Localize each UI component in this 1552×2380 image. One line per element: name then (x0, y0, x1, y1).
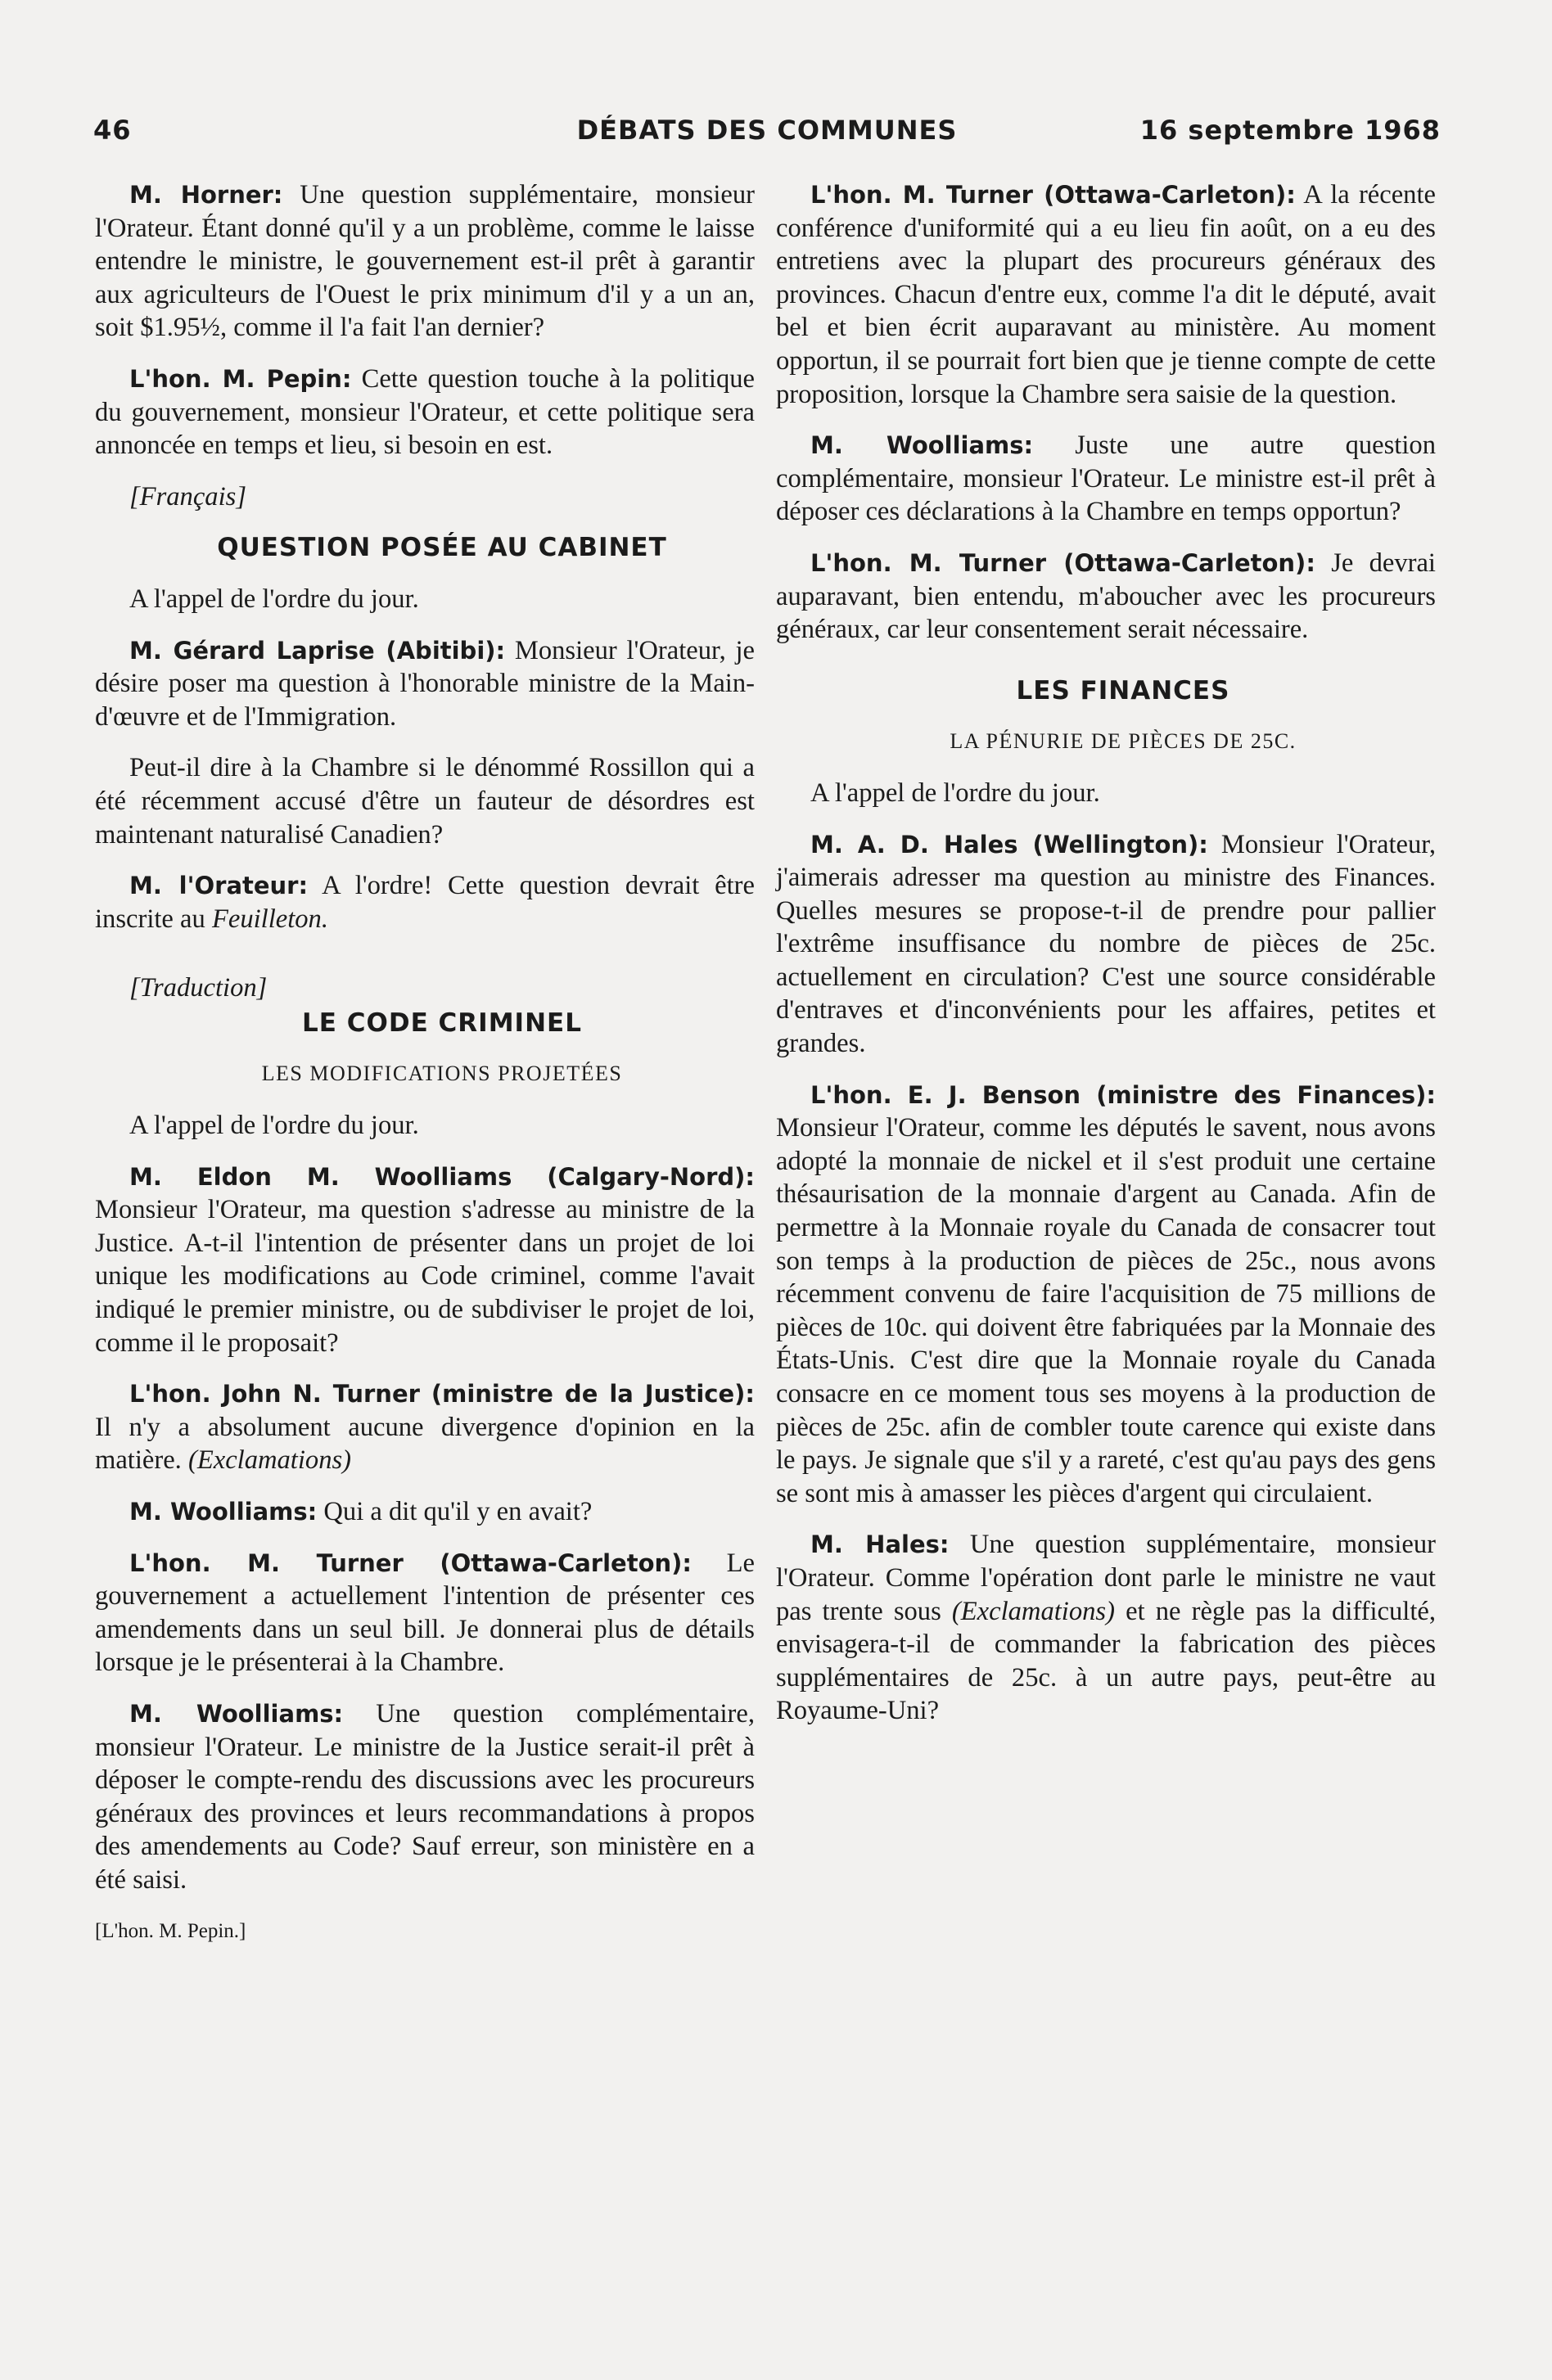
speaker: M. Horner: (129, 181, 283, 209)
speaker: L'hon. M. Pepin: (129, 364, 352, 393)
paragraph-text: Le gouvernement a actuellement l'intention de présenter ces amendements dans un seul bill. Je donnerai plus de détails lorsque je le présenterai à la Chambre. (95, 1548, 755, 1678)
paragraph (95, 1697, 755, 1897)
paragraph (776, 1079, 1436, 1511)
paragraph (776, 429, 1436, 529)
page-number: 46 (93, 115, 132, 146)
section-heading: QUESTION POSÉE AU CABINET (217, 533, 667, 563)
paragraph (95, 178, 755, 345)
speaker: L'hon. M. Turner (Ottawa-Carleton): (810, 548, 1315, 577)
speaker: M. Woolliams: (129, 1498, 318, 1526)
paragraph (776, 547, 1436, 647)
paragraph (95, 634, 755, 734)
order-of-day: A l'appel de l'ordre du jour. (129, 584, 419, 614)
speaker: M. Woolliams: (810, 431, 1034, 460)
paragraph-text: Je devrai auparavant, bien entendu, m'aboucher avec les procureurs généraux, car leur consentement serait nécessaire. (776, 548, 1436, 645)
speaker: L'hon. E. J. Benson (ministre des Finances): (810, 1080, 1436, 1109)
speaker: M. l'Orateur: (129, 872, 309, 900)
speaker: L'hon. M. Turner (Ottawa-Carleton): (129, 1548, 692, 1577)
paragraph (95, 1547, 755, 1679)
order-of-day: A l'appel de l'ordre du jour. (129, 1111, 419, 1141)
paragraph (95, 363, 755, 462)
right-column (776, 178, 1436, 1746)
paragraph-text: Une question supplémentaire, monsieur l'Orateur. Comme l'opération dont parle le ministre ne vaut pas trente sous (776, 1530, 1436, 1626)
paragraph-text: Monsieur l'Orateur, j'aimerais adresser ma question au ministre des Finances. Quelles mesures se propose-t-il de prendre pour pallier l'extrême insuffisance du nombre de pièces de 25c. actuellement en circulation? C'est une source considérable d'entraves et d'inconvénients pour les affaires, petites et grandes. (776, 829, 1436, 1059)
speaker: M. A. D. Hales (Wellington): (810, 830, 1208, 859)
speaker: M. Hales: (810, 1530, 950, 1559)
speaker: L'hon. John N. Turner (ministre de la Justice): (129, 1380, 755, 1409)
speaker: M. Gérard Laprise (Abitibi): (129, 636, 506, 665)
paragraph (776, 828, 1436, 1061)
speaker: M. Woolliams: (129, 1699, 344, 1728)
paragraph: Peut-il dire à la Chambre si le dénommé Rossillon qui a été récemment accusé d'être un fauteur de désordres est maintenant naturalisé Canadien? (95, 753, 755, 850)
paragraph-text: Juste une autre question complémentaire, monsieur l'Orateur. Le ministre est-il prêt à déposer ces déclarations à la Chambre en temps opportun? (776, 430, 1436, 527)
language-marker: [Traduction] (129, 973, 268, 1003)
speaker: M. Eldon M. Woolliams (Calgary-Nord): (129, 1162, 755, 1191)
paragraph-text: Il n'y a absolument aucune divergence d'opinion en la matière. (95, 1412, 755, 1476)
paragraph-text: Cette question touche à la politique du gouvernement, monsieur l'Orateur, et cette politique sera annoncée en temps et lieu, si besoin en est. (95, 363, 755, 461)
italic-text: Feuilleton. (211, 904, 328, 934)
paragraph-text: A l'ordre! Cette question devrait être inscrite au (95, 871, 755, 934)
paragraph (95, 1377, 755, 1477)
paragraph-text: Monsieur l'Orateur, comme les députés le savent, nous avons adopté la monnaie de nickel et il s'est produit une certaine thésaurisation de la monnaie d'argent au Canada. Afin de permettre à la Monnaie royale du Canada de consacrer tout son temps à la production de pièces de 25c., nous avons récemment convenu de faire l'acquisition de 75 millions de pièces de 10c. qui doivent être fabriquées par la Monnaie des États-Unis. C'est dire que la Monnaie royale du Canada consacre en ce moment tous ses moyens à la production de pièces de 25c. afin de combler toute carence qui existe dans le pays. Je signale que s'il y a rareté, c'est qu'au pays des gens se sont mis à amasser les pièces d'argent qui circulaient. (776, 1113, 1436, 1508)
paragraph (95, 1161, 755, 1360)
section-heading: LE CODE CRIMINEL (302, 1007, 582, 1038)
paragraph-text: Monsieur l'Orateur, je désire poser ma question à l'honorable ministre de la Main-d'œuvre et de l'Immigration. (95, 635, 755, 732)
speaker: L'hon. M. Turner (Ottawa-Carleton): (810, 181, 1296, 209)
paragraph-text: et ne règle pas la difficulté, envisagera-t-il de commander la fabrication des pièces supplémentaires de 25c. à un autre pays, peut-être au Royaume-Uni? (776, 1596, 1436, 1726)
section-heading: LES FINANCES (1016, 675, 1230, 705)
page-date: 16 septembre 1968 (1139, 115, 1441, 146)
order-of-day: A l'appel de l'ordre du jour. (810, 778, 1100, 808)
left-column (95, 178, 755, 1966)
paragraph-text: Monsieur l'Orateur, ma question s'adresse au ministre de la Justice. A-t-il l'intention de présenter dans un projet de loi unique les modifications au Code criminel, comme l'avait indiqué le premier ministre, ou de subdiviser le projet de loi, comme il le proposait? (95, 1195, 755, 1358)
page-header (93, 115, 1441, 156)
paragraph-text: Une question supplémentaire, monsieur l'Orateur. Étant donné qu'il y a un problème, comme le laisse entendre le ministre, le gouvernement est-il prêt à garantir aux agriculteurs de l'Ouest le prix minimum d'il y a un an, soit $1.95½, comme il l'a fait l'an dernier? (95, 180, 755, 343)
paragraph-text: A la récente conférence d'uniformité qui a eu lieu fin août, on a eu des entretiens avec la plupart des procureurs généraux des provinces. Chacun d'entre eux, comme l'a dit le député, avait bel et bien écrit auparavant au ministère. Au moment opportun, il se pourrait fort bien que je tienne compte de cette proposition, lorsque la Chambre sera saisie de la question. (776, 180, 1436, 409)
language-marker: [Français] (129, 481, 246, 512)
paragraph (95, 1495, 755, 1529)
paragraph (95, 869, 755, 935)
italic-text: (Exclamations) (951, 1596, 1115, 1626)
speaker-reference: [L'hon. M. Pepin.] (95, 1919, 246, 1942)
paragraph-text: Une question complémentaire, monsieur l'Orateur. Le ministre de la Justice serait-il prêt à déposer le compte-rendu des discussions avec les procureurs généraux des provinces et leurs recommandations à propos des amendements au Code? Sauf erreur, son ministère en a été saisi. (95, 1698, 755, 1895)
paragraph-text: Qui a dit qu'il y en avait? (323, 1497, 593, 1526)
publication-title: DÉBATS DES COMMUNES (576, 115, 958, 146)
paragraph (776, 1528, 1436, 1728)
paragraph (776, 178, 1436, 411)
section-subheading: LES MODIFICATIONS PROJETÉES (261, 1062, 623, 1086)
section-subheading: LA PÉNURIE DE PIÈCES DE 25C. (950, 729, 1297, 754)
italic-text: (Exclamations) (187, 1445, 352, 1476)
